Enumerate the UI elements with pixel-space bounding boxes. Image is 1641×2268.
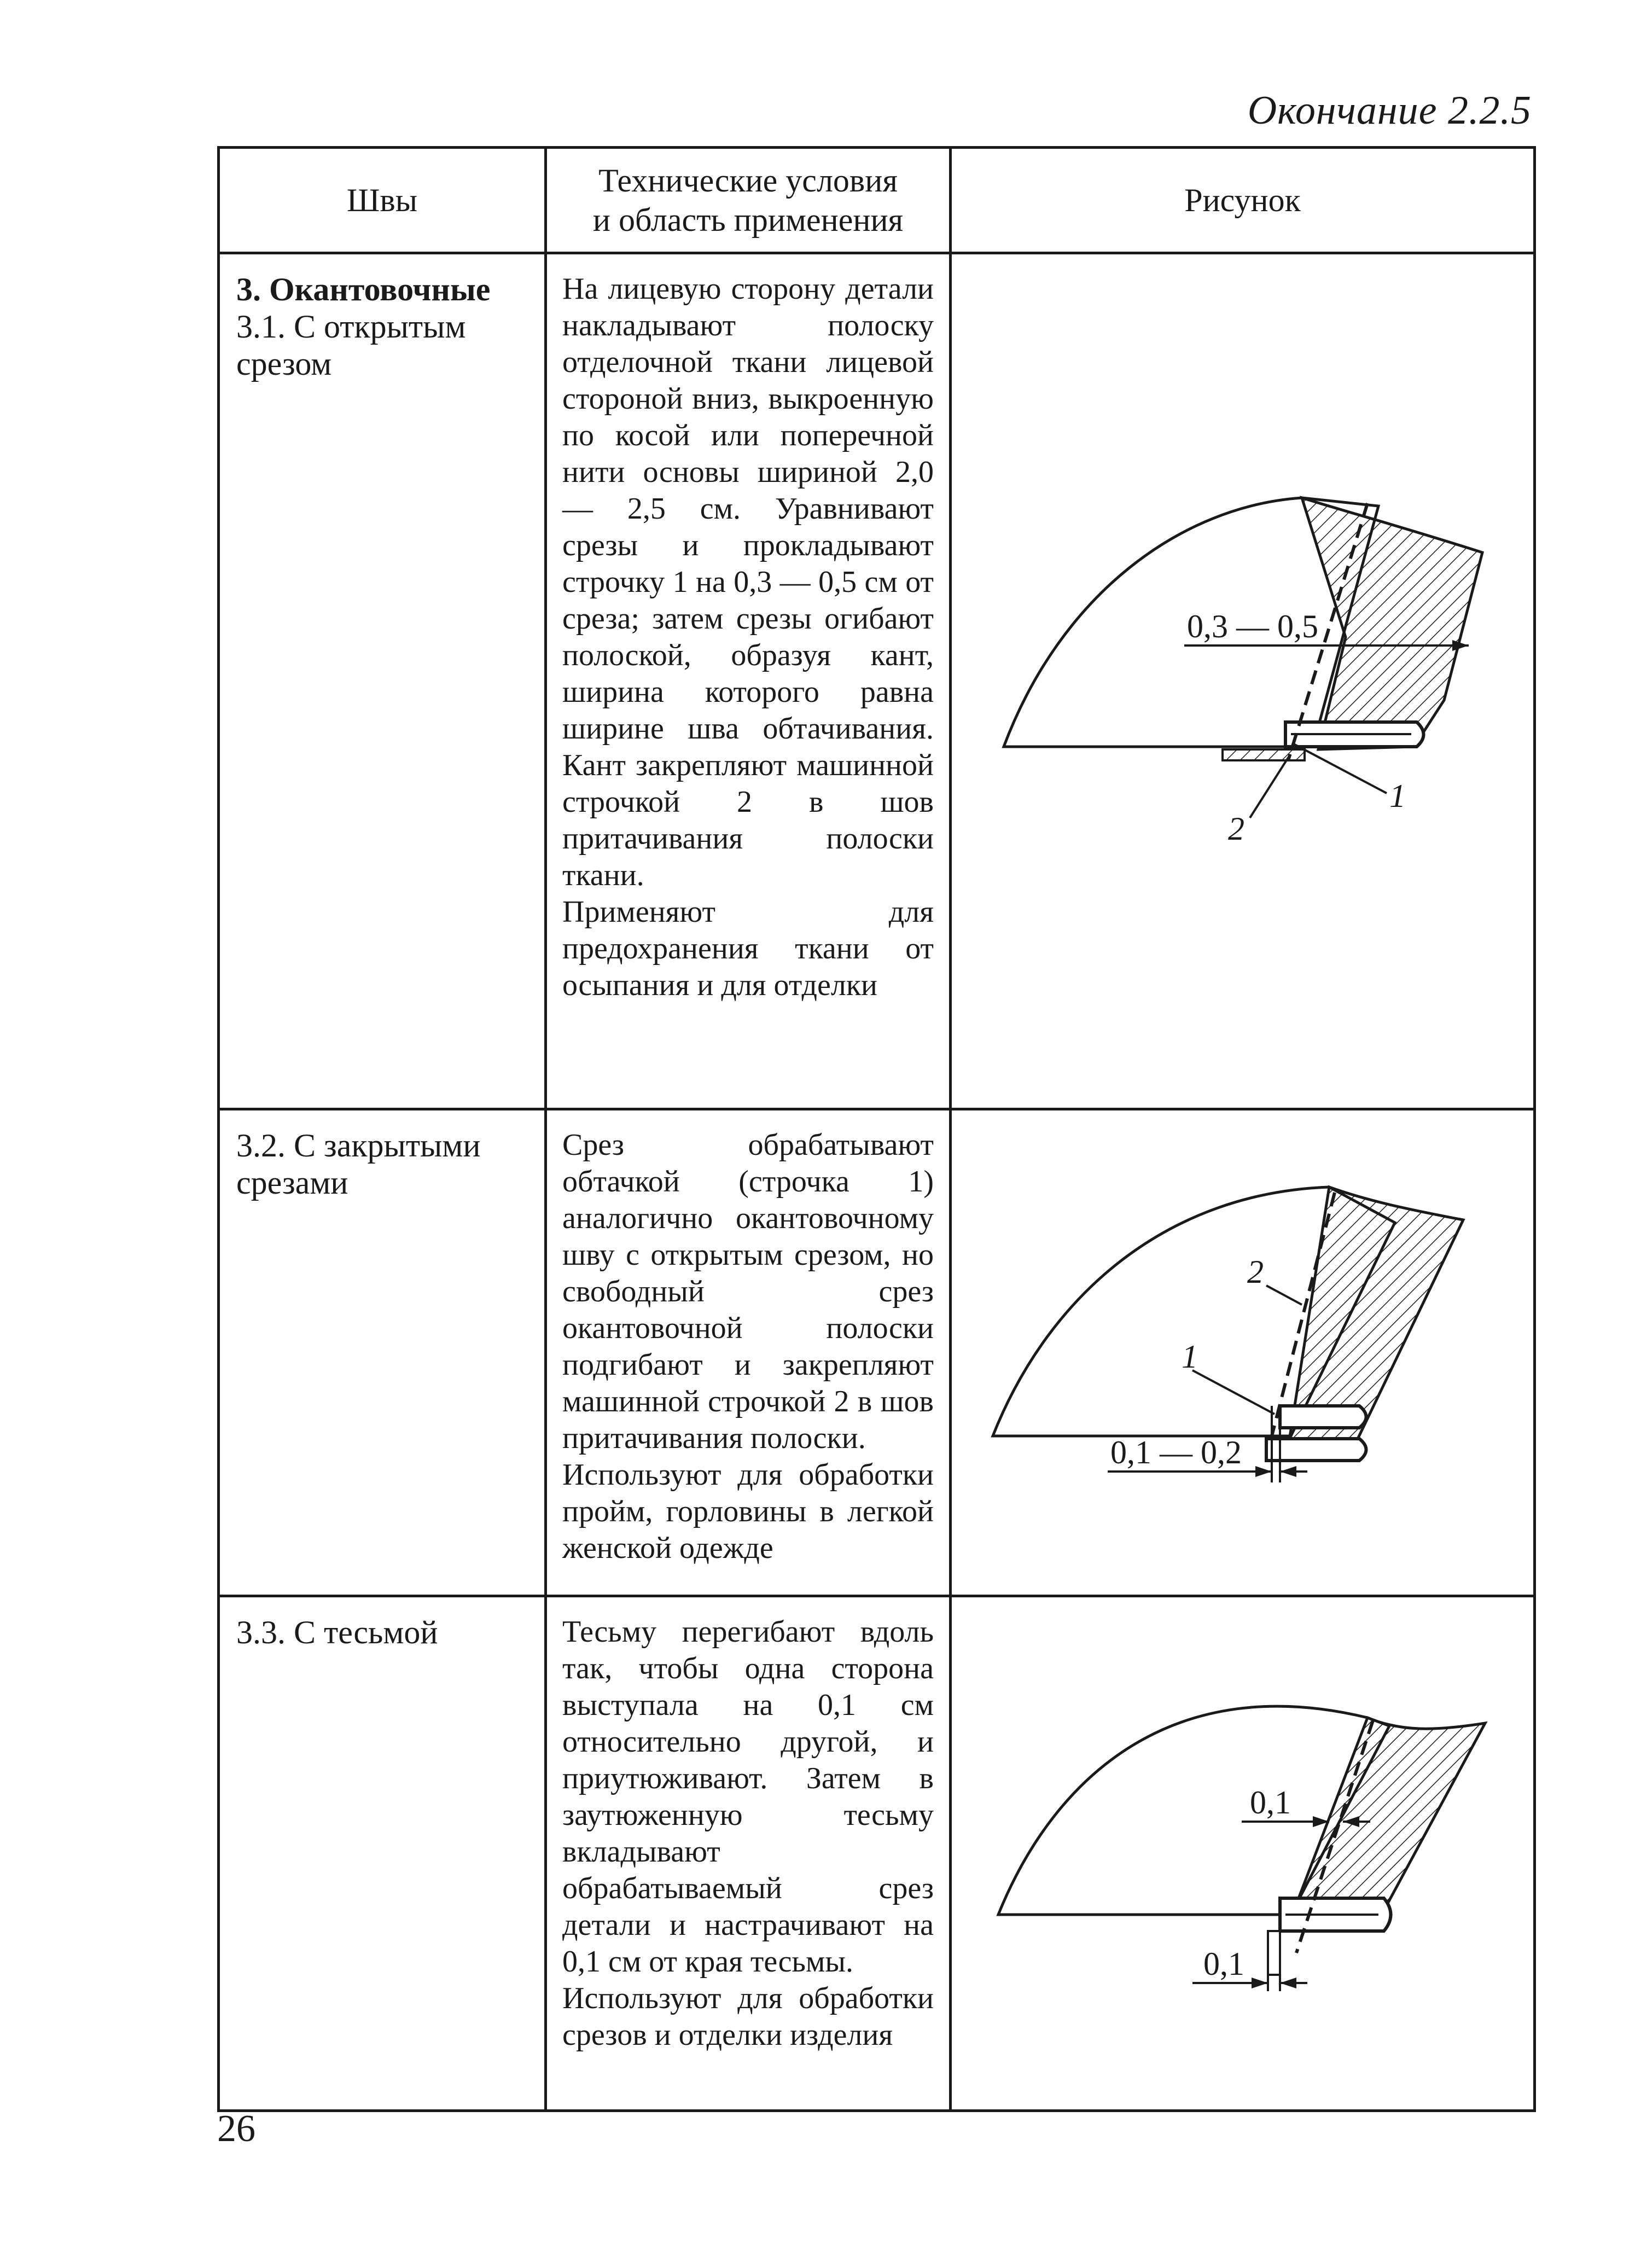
table-continuation-caption: Окончание 2.2.5 — [1247, 88, 1532, 133]
binding-fold-lower-shape — [1266, 1439, 1366, 1461]
dimension-label: 0,1 — 0,2 — [1110, 1434, 1242, 1470]
seam-conditions-cell — [546, 1109, 951, 1596]
dimension-top-label: 0,1 — [1250, 1784, 1291, 1821]
tape-binding-figure — [952, 1597, 1536, 2109]
header-figure: Рисунок — [951, 148, 1535, 253]
stitch-1-label: 1 — [1389, 778, 1406, 814]
table-header-row — [219, 148, 1535, 253]
table-row — [219, 253, 1535, 1109]
page-number: 26 — [217, 2108, 255, 2150]
stitch-1-label: 1 — [1182, 1339, 1198, 1375]
header-conditions — [546, 148, 951, 253]
seams-table — [217, 146, 1536, 2112]
fabric-edge-shape — [1268, 1931, 1280, 1975]
seam-name-cell — [219, 1109, 546, 1596]
header-seams: Швы — [219, 148, 546, 253]
dimension-label: 0,3 — 0,5 — [1187, 608, 1318, 644]
seam-conditions-cell — [546, 253, 951, 1109]
dimension-bottom-label: 0,1 — [1203, 1946, 1244, 1982]
closed-edge-binding-figure — [952, 1110, 1536, 1595]
seam-figure-cell — [951, 1596, 1535, 2111]
binding-fold-shape — [1280, 1406, 1366, 1428]
table-row — [219, 1109, 1535, 1596]
header-conditions-line1: Технические условия — [598, 162, 898, 199]
open-edge-binding-figure — [952, 254, 1536, 1108]
seam-name-cell — [219, 253, 546, 1109]
header-conditions-line2: и область применения — [592, 202, 904, 238]
seam-name: 3.2. С закрытыми срезами — [236, 1127, 481, 1201]
stitch-2-label: 2 — [1228, 811, 1244, 847]
seam-usage: Используют для обработки срезов и отделки изделия — [562, 1981, 934, 2052]
seam-description: Срез обрабатывают обтачкой (строчка 1) аналогично окантовочному шву с открытым срезом, но свободный срез окантовочной полоски подгибают и закрепляют машинной строчкой 2 в шов притачивания полоски. — [562, 1128, 934, 1455]
seam-conditions-cell — [546, 1596, 951, 2111]
seam-usage: Применяют для предохранения ткани от осыпания и для отделки — [562, 895, 934, 1002]
seam-description: Тесьму перегибают вдоль так, чтобы одна сторона выступала на 0,1 см относительно другой, и приутюживают. Затем в заутюженную тесьму вкладывают обрабатываемый срез детали и настрачивают на 0,1 см от края тесьмы. — [562, 1615, 934, 1979]
seam-description: На лицевую сторону детали накладывают полоску отделочной ткани лицевой стороной вниз, выкроенную по косой или поперечной нити основы шириной 2,0 — 2,5 см. Уравнивают срезы и прокладывают строчку 1 на 0,3 — 0,5 см от среза; затем срезы огибают полоской, образуя кант, ширина которого равна ширине шва обтачивания. Кант закрепляют машинной строчкой 2 в шов притачивания полоски ткани. — [562, 272, 934, 892]
seam-name: 3.3. С тесьмой — [236, 1614, 438, 1650]
lower-flap-shape — [1223, 749, 1305, 760]
seam-figure-cell — [951, 253, 1535, 1109]
table-row — [219, 1596, 1535, 2111]
seam-name: 3.1. С открытым срезом — [236, 309, 466, 382]
seam-usage: Используют для обработки пройм, горловины в легкой женской одежде — [562, 1458, 934, 1565]
seam-group-title: 3. Окантовочные — [236, 271, 491, 307]
stitch-2-label: 2 — [1247, 1254, 1264, 1290]
seam-name-cell — [219, 1596, 546, 2111]
seam-figure-cell — [951, 1109, 1535, 1596]
